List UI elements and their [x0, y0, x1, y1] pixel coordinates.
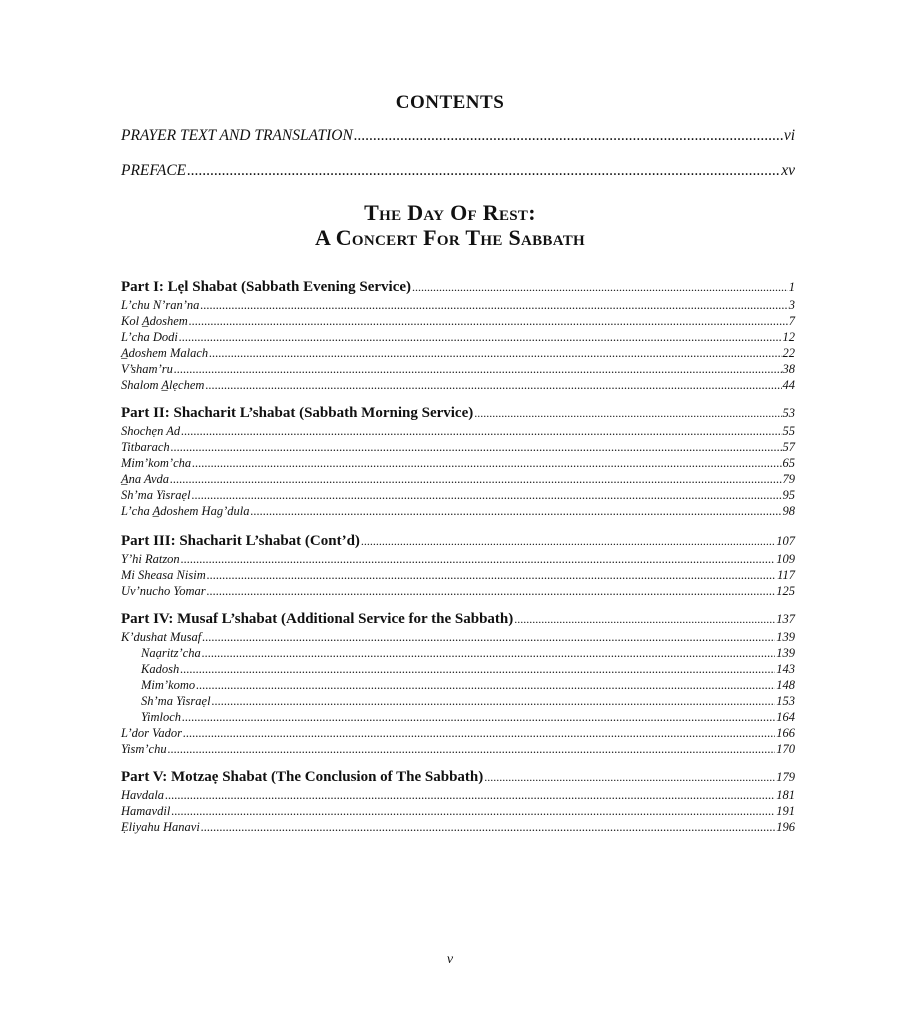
toc-entry-page: 143 [776, 662, 795, 676]
toc-entry-page: 12 [782, 330, 795, 344]
toc-entry[interactable] [121, 440, 795, 455]
dot-leader [171, 804, 775, 819]
toc-subentry[interactable] [141, 662, 795, 677]
toc-entry[interactable] [121, 584, 795, 599]
dot-leader [170, 472, 781, 487]
toc-entry-page: 65 [782, 456, 795, 470]
toc-part-page: 1 [788, 280, 795, 294]
dot-leader [250, 504, 781, 519]
toc-entry-label: Havdala [121, 788, 165, 802]
toc-entry-label: V’sham’ru [121, 362, 173, 376]
dot-leader [192, 456, 781, 471]
toc-entry-label: Kadosh [141, 662, 180, 676]
toc-entry-page: 196 [776, 820, 795, 834]
dot-leader [202, 630, 775, 645]
toc-part-page: 53 [782, 406, 795, 420]
dot-leader [200, 298, 787, 313]
toc-entry-page: 3 [788, 298, 795, 312]
toc-entry-page: 181 [776, 788, 795, 802]
toc-entry[interactable] [121, 630, 795, 645]
dot-leader [207, 568, 776, 583]
toc-entry-page: xv [781, 162, 795, 179]
toc-entry-label: Mim’kom’cha [121, 456, 192, 470]
toc-entry-page: 7 [788, 314, 795, 328]
dot-leader [202, 646, 776, 661]
toc-entry-label: L’dor Vador [121, 726, 183, 740]
toc-entry-page: 164 [776, 710, 795, 724]
toc-entry[interactable] [121, 552, 795, 567]
dot-leader [205, 378, 781, 393]
toc-entry-label: Y’hi Ratzon [121, 552, 180, 566]
toc-entry-label: Ẹliyahu Hanavi [121, 820, 200, 834]
dot-leader [187, 162, 780, 180]
dot-leader [180, 662, 775, 677]
toc-subentry[interactable] [141, 694, 795, 709]
toc-part-title: Part II: Shacharit L’shabat (Sabbath Morning Service) [121, 405, 474, 421]
dot-leader [174, 362, 782, 377]
toc-entry-label: L’cha Dodi [121, 330, 178, 344]
toc-entry-label: L’chu N’ran’na [121, 298, 200, 312]
toc-entry[interactable] [121, 298, 795, 313]
toc-part-3[interactable] [121, 533, 795, 550]
toc-part-page: 107 [776, 534, 795, 548]
toc-subentry[interactable] [141, 646, 795, 661]
toc-entry-page: 191 [776, 804, 795, 818]
toc-entry-label: Shalom A̲lẹchem [121, 378, 205, 392]
toc-entry-page: 148 [776, 678, 795, 692]
toc-part-1[interactable] [121, 279, 795, 296]
dot-leader [168, 742, 776, 757]
toc-part-title: Part V: Motzaẹ Shabat (The Conclusion of The Sabbath) [121, 769, 484, 785]
toc-entry-label: L’cha A̲doshem Hag’dula [121, 504, 250, 518]
toc-subentry[interactable] [141, 710, 795, 725]
toc-entry-label: Hamavdil [121, 804, 171, 818]
toc-entry-page: 139 [776, 646, 795, 660]
toc-entry-label: PRAYER TEXT AND TRANSLATION [121, 127, 353, 144]
toc-entry[interactable] [121, 804, 795, 819]
dot-leader [165, 788, 775, 803]
dot-leader [181, 424, 781, 439]
toc-entry[interactable] [121, 742, 795, 757]
dot-leader [514, 612, 775, 627]
book-title-line-2: A Concert For The Sabbath [314, 225, 586, 250]
toc-entry-page: 139 [776, 630, 795, 644]
toc-entry-page: 38 [782, 362, 795, 376]
toc-subentry[interactable] [141, 678, 795, 693]
toc-entry[interactable] [121, 788, 795, 803]
toc-entry-page: 166 [776, 726, 795, 740]
toc-entry-label: Sh’ma Yisraẹl [141, 694, 211, 708]
page-number: v [446, 952, 454, 967]
toc-entry-page: vi [783, 127, 795, 144]
toc-entry[interactable] [121, 456, 795, 471]
dot-leader [484, 770, 775, 785]
toc-entry-label: Yism’chu [121, 742, 167, 756]
toc-entry-page: 55 [782, 424, 795, 438]
toc-entry[interactable] [121, 488, 795, 503]
toc-entry-label: Shochẹn Ad [121, 424, 181, 438]
dot-leader [192, 488, 782, 503]
toc-entry-page: 79 [782, 472, 795, 486]
toc-part-title: Part I: Lẹl Shabat (Sabbath Evening Service) [121, 279, 412, 295]
toc-entry-label: Uv’nucho Yomar [121, 584, 206, 598]
toc-entry[interactable] [121, 330, 795, 345]
toc-entry-page: 153 [776, 694, 795, 708]
dot-leader [212, 694, 776, 709]
toc-entry[interactable] [121, 346, 795, 361]
toc-entry[interactable] [121, 820, 795, 835]
dot-leader [207, 584, 776, 599]
toc-part-4[interactable] [121, 611, 795, 628]
toc-part-5[interactable] [121, 769, 795, 786]
toc-entry-preface[interactable] [121, 162, 795, 180]
toc-entry-page: 44 [782, 378, 795, 392]
toc-entry-label: PREFACE [121, 162, 187, 179]
toc-entry-label: Kol A̲doshem [121, 314, 188, 328]
toc-entry-label: Mim’komo [141, 678, 196, 692]
toc-entry-label: Titbarach [121, 440, 170, 454]
dot-leader [183, 726, 775, 741]
dot-leader [181, 552, 776, 567]
toc-entry[interactable] [121, 378, 795, 393]
toc-entry[interactable] [121, 424, 795, 439]
dot-leader [196, 678, 775, 693]
toc-entry[interactable] [121, 568, 795, 583]
toc-entry[interactable] [121, 472, 795, 487]
toc-entry-label: A̲doshem Malach [121, 346, 209, 360]
dot-leader [201, 820, 775, 835]
toc-entry-label: A̲na Avda [121, 472, 170, 486]
toc-part-2[interactable] [121, 405, 795, 422]
toc-entry-page: 22 [782, 346, 795, 360]
dot-leader [412, 280, 788, 295]
toc-entry-label: Mi Sheasa Nisim [121, 568, 206, 582]
toc-entry-page: 117 [777, 568, 795, 582]
toc-entry-label: Yimloch [141, 710, 182, 724]
toc-entry-page: 125 [776, 584, 795, 598]
dot-leader [182, 710, 775, 725]
dot-leader [189, 314, 788, 329]
toc-entry-label: Naạritz’cha [141, 646, 201, 660]
contents-heading: CONTENTS [395, 92, 505, 113]
toc-entry-page: 98 [782, 504, 795, 518]
dot-leader [474, 406, 781, 421]
toc-entry-label: Sh’ma Yisraẹl [121, 488, 191, 502]
dot-leader [354, 127, 783, 145]
toc-part-title: Part III: Shacharit L’shabat (Cont’d) [121, 533, 360, 549]
toc-entry[interactable] [121, 314, 795, 329]
dot-leader [209, 346, 781, 361]
toc-part-page: 137 [776, 612, 795, 626]
toc-entry-page: 95 [782, 488, 795, 502]
dot-leader [361, 534, 775, 549]
toc-entry[interactable] [121, 726, 795, 741]
toc-entry-prayer-text[interactable] [121, 127, 795, 145]
toc-entry-label: K’dushat Musaf [121, 630, 202, 644]
toc-part-title: Part IV: Musaf L’shabat (Additional Service for the Sabbath) [121, 611, 514, 627]
book-title-line-1: The Day Of Rest: [364, 200, 536, 225]
toc-entry[interactable] [121, 504, 795, 519]
dot-leader [171, 440, 782, 455]
toc-entry-page: 57 [782, 440, 795, 454]
toc-entry-page: 170 [776, 742, 795, 756]
toc-entry[interactable] [121, 362, 795, 377]
toc-entry-page: 109 [776, 552, 795, 566]
dot-leader [179, 330, 782, 345]
toc-part-page: 179 [776, 770, 795, 784]
